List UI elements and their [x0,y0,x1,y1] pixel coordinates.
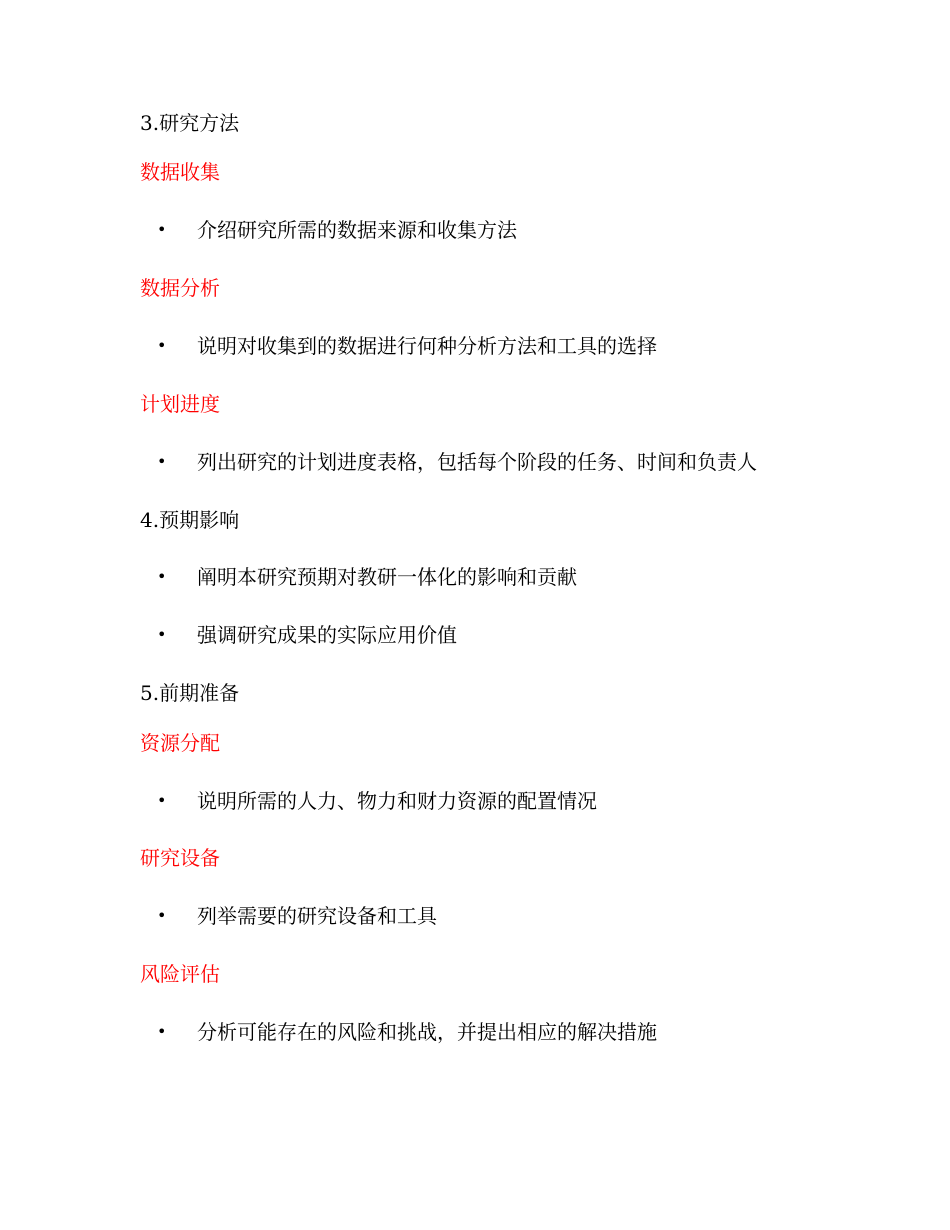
list-item [157,449,757,475]
list-item [157,788,597,814]
bullet-icon: • [157,567,167,586]
list-item [157,903,437,929]
list-item [157,622,457,648]
subheading-schedule: 计划进度 [140,392,220,416]
bullet-icon: • [157,906,167,925]
list-item-text: 分析可能存在的风险和挑战，并提出相应的解决措施 [197,1020,657,1044]
list-item-text: 列举需要的研究设备和工具 [197,904,437,928]
section-5-heading: 5.前期准备 [140,681,240,705]
list-item [157,333,657,359]
bullet-icon: • [157,452,167,471]
list-item-text: 介绍研究所需的数据来源和收集方法 [197,218,517,242]
subheading-resource-allocation: 资源分配 [140,731,220,755]
subheading-data-collection: 数据收集 [140,160,220,184]
subheading-risk-assessment: 风险评估 [140,962,220,986]
bullet-icon: • [157,791,167,810]
bullet-icon: • [157,336,167,355]
list-item [157,564,577,590]
list-item-text: 说明对收集到的数据进行何种分析方法和工具的选择 [197,334,657,358]
list-item [157,1019,657,1045]
section-3-heading: 3.研究方法 [140,111,240,135]
list-item-text: 说明所需的人力、物力和财力资源的配置情况 [197,789,597,813]
list-item-text: 列出研究的计划进度表格，包括每个阶段的任务、时间和负责人 [197,450,757,474]
section-4-heading: 4.预期影响 [140,508,240,532]
bullet-icon: • [157,625,167,644]
bullet-icon: • [157,220,167,239]
subheading-data-analysis: 数据分析 [140,276,220,300]
list-item-text: 强调研究成果的实际应用价值 [197,623,457,647]
list-item-text: 阐明本研究预期对教研一体化的影响和贡献 [197,565,577,589]
bullet-icon: • [157,1022,167,1041]
subheading-research-equipment: 研究设备 [140,846,220,870]
list-item [157,217,517,243]
